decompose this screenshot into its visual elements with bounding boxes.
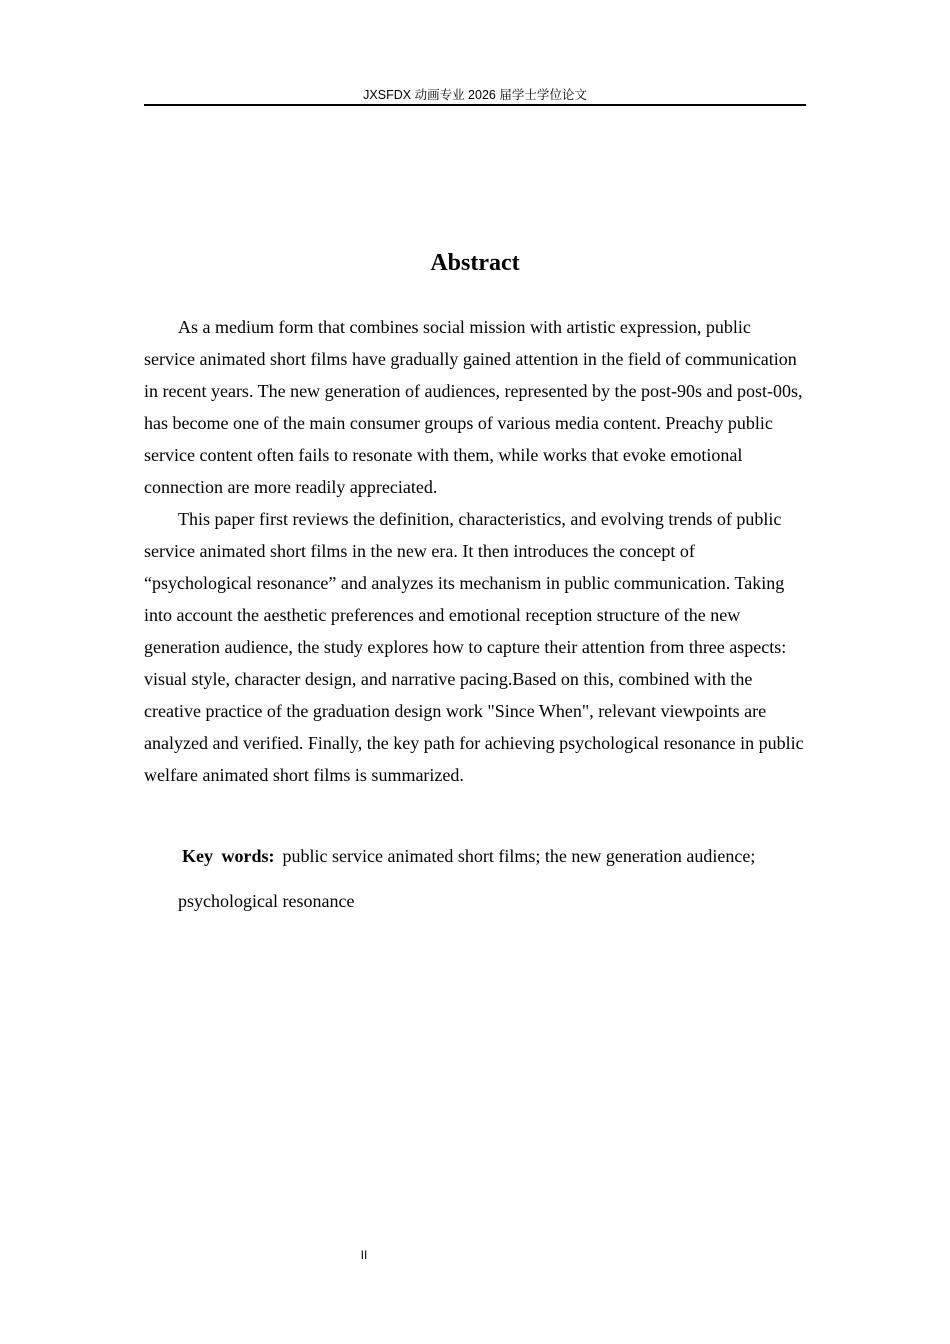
keywords-label: Key words: — [182, 846, 275, 866]
keywords-text-line-1: public service animated short films; the new generation audience; — [282, 846, 756, 866]
abstract-title: Abstract — [430, 250, 520, 276]
abstract-body — [144, 311, 806, 791]
keywords-section — [178, 834, 818, 924]
header-rule — [144, 104, 806, 106]
page-number: II — [360, 1248, 368, 1262]
keywords-line-1 — [178, 834, 818, 879]
abstract-paragraph-1: As a medium form that combines social mission with artistic expression, public service animated short films have gradually gained attention in the field of communication in recent years. The new generation of audiences, represented by the post-90s and post-00s, has become one of the main consumer groups of various media content. Preachy public service content often fails to resonate with them, while works that evoke emotional connection are more readily appreciated. — [144, 317, 803, 497]
abstract-paragraph-2: This paper first reviews the definition, characteristics, and evolving trends of public service animated short films in the new era. It then introduces the concept of “psychological resonance” and analyzes its mechanism in public communication. Taking into account the aesthetic preferences and emotional reception structure of the new generation audience, the study explores how to capture their attention from three aspects: visual style, character design, and narrative pacing.Based on this, combined with the creative practice of the graduation design work "Since When", relevant viewpoints are analyzed and verified. Finally, the key path for achieving psychological resonance in public welfare animated short films is summarized. — [144, 509, 804, 785]
keywords-line-2: psychological resonance — [178, 891, 355, 911]
running-header: JXSFDX 动画专业 2026 届学士学位论文 — [363, 88, 587, 102]
